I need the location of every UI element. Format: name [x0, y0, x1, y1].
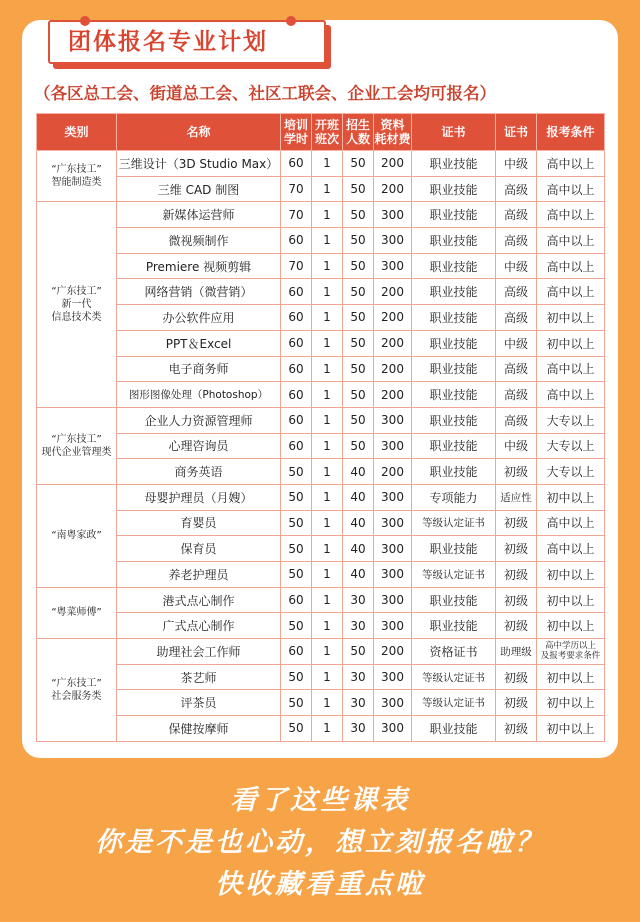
- requirement-cell: 初中以上: [537, 690, 605, 716]
- classes-cell: 1: [312, 433, 343, 459]
- students-cell: 50: [343, 330, 374, 356]
- cert-level-cell: 初级: [496, 562, 537, 588]
- cert-type-cell: 职业技能: [412, 176, 496, 202]
- classes-cell: 1: [312, 484, 343, 510]
- course-name: 心理咨询员: [117, 433, 281, 459]
- classes-cell: 1: [312, 202, 343, 228]
- cert-level-cell: 中级: [496, 330, 537, 356]
- classes-cell: 1: [312, 459, 343, 485]
- fee-cell: 300: [374, 484, 412, 510]
- requirement-cell: 高中以上: [537, 382, 605, 408]
- cert-type-cell: 等级认定证书: [412, 664, 496, 690]
- requirement-cell: 大专以上: [537, 459, 605, 485]
- table-row: [37, 613, 605, 639]
- cert-level-cell: 助理级: [496, 639, 537, 665]
- course-name: 企业人力资源管理师: [117, 407, 281, 433]
- cert-type-cell: 职业技能: [412, 407, 496, 433]
- course-name: 助理社会工作师: [117, 639, 281, 665]
- cert-type-cell: 职业技能: [412, 202, 496, 228]
- requirement-cell: 高中以上: [537, 510, 605, 536]
- requirement-cell: 高中以上: [537, 151, 605, 177]
- students-cell: 50: [343, 176, 374, 202]
- category-cell: “南粤家政”: [37, 484, 117, 587]
- requirement-cell: 高中以上: [537, 356, 605, 382]
- hours-cell: 60: [281, 279, 312, 305]
- cert-type-cell: 职业技能: [412, 536, 496, 562]
- cert-level-cell: 高级: [496, 356, 537, 382]
- table-row: [37, 176, 605, 202]
- cert-type-cell: 职业技能: [412, 151, 496, 177]
- cert-level-cell: 高级: [496, 407, 537, 433]
- students-cell: 50: [343, 151, 374, 177]
- cert-type-cell: 职业技能: [412, 433, 496, 459]
- cert-type-cell: 等级认定证书: [412, 690, 496, 716]
- classes-cell: 1: [312, 587, 343, 613]
- course-name: 新媒体运营师: [117, 202, 281, 228]
- fee-cell: 300: [374, 613, 412, 639]
- course-name: 育婴员: [117, 510, 281, 536]
- course-name: 网络营销（微营销）: [117, 279, 281, 305]
- table-row: [37, 639, 605, 665]
- students-cell: 50: [343, 279, 374, 305]
- col-header-hours: 培训 学时: [281, 114, 312, 151]
- slogan-line: 你是不是也心动，想立刻报名啦？: [95, 827, 545, 858]
- cert-type-cell: 等级认定证书: [412, 510, 496, 536]
- hours-cell: 50: [281, 613, 312, 639]
- cert-level-cell: 初级: [496, 716, 537, 742]
- students-cell: 50: [343, 202, 374, 228]
- fee-cell: 300: [374, 433, 412, 459]
- course-name: 三维 CAD 制图: [117, 176, 281, 202]
- requirement-cell: 初中以上: [537, 664, 605, 690]
- students-cell: 40: [343, 510, 374, 536]
- table-row: [37, 151, 605, 177]
- page-title-text: 团体报名专业计划: [68, 29, 268, 55]
- requirement-cell: 大专以上: [537, 433, 605, 459]
- students-cell: 30: [343, 716, 374, 742]
- classes-cell: 1: [312, 176, 343, 202]
- fee-cell: 300: [374, 587, 412, 613]
- cert-type-cell: 资格证书: [412, 639, 496, 665]
- hours-cell: 50: [281, 536, 312, 562]
- classes-cell: 1: [312, 305, 343, 331]
- fee-cell: 200: [374, 459, 412, 485]
- requirement-cell: 高中学历以上 及报考要求条件: [537, 639, 605, 665]
- hours-cell: 70: [281, 253, 312, 279]
- cert-type-cell: 专项能力: [412, 484, 496, 510]
- requirement-cell: 初中以上: [537, 716, 605, 742]
- course-plan-table: [36, 113, 605, 742]
- fee-cell: 300: [374, 690, 412, 716]
- course-name: 母婴护理员（月嫂）: [117, 484, 281, 510]
- classes-cell: 1: [312, 613, 343, 639]
- fee-cell: 300: [374, 716, 412, 742]
- course-name: 茶艺师: [117, 664, 281, 690]
- requirement-cell: 高中以上: [537, 253, 605, 279]
- cert-level-cell: 高级: [496, 176, 537, 202]
- table-row: [37, 382, 605, 408]
- table-row: [37, 510, 605, 536]
- cert-level-cell: 中级: [496, 433, 537, 459]
- cert-level-cell: 初级: [496, 536, 537, 562]
- cert-type-cell: 职业技能: [412, 613, 496, 639]
- course-name: 微视频制作: [117, 228, 281, 254]
- requirement-cell: 初中以上: [537, 484, 605, 510]
- classes-cell: 1: [312, 151, 343, 177]
- students-cell: 40: [343, 536, 374, 562]
- hours-cell: 60: [281, 639, 312, 665]
- table-row: [37, 330, 605, 356]
- table-row: [37, 433, 605, 459]
- course-name: 三维设计（3D Studio Max）: [117, 151, 281, 177]
- course-name: 电子商务师: [117, 356, 281, 382]
- requirement-cell: 大专以上: [537, 407, 605, 433]
- classes-cell: 1: [312, 407, 343, 433]
- col-header-classes: 开班 班次: [312, 114, 343, 151]
- hours-cell: 60: [281, 382, 312, 408]
- col-header-cert-type: 证书: [412, 114, 496, 151]
- requirement-cell: 高中以上: [537, 202, 605, 228]
- students-cell: 30: [343, 587, 374, 613]
- classes-cell: 1: [312, 510, 343, 536]
- students-cell: 50: [343, 305, 374, 331]
- category-cell: “广东技工” 社会服务类: [37, 639, 117, 742]
- fee-cell: 200: [374, 279, 412, 305]
- pin-dot-icon: [80, 16, 90, 26]
- col-header-cert-level: 证书: [496, 114, 537, 151]
- fee-cell: 200: [374, 176, 412, 202]
- category-cell: “广东技工” 智能制造类: [37, 151, 117, 202]
- hours-cell: 70: [281, 176, 312, 202]
- students-cell: 50: [343, 382, 374, 408]
- cert-type-cell: 职业技能: [412, 716, 496, 742]
- course-name: 保健按摩师: [117, 716, 281, 742]
- course-name: 港式点心制作: [117, 587, 281, 613]
- cert-level-cell: 初级: [496, 510, 537, 536]
- cert-level-cell: 中级: [496, 151, 537, 177]
- requirement-cell: 初中以上: [537, 587, 605, 613]
- hours-cell: 70: [281, 202, 312, 228]
- requirement-cell: 高中以上: [537, 536, 605, 562]
- course-name: 保育员: [117, 536, 281, 562]
- hours-cell: 60: [281, 587, 312, 613]
- col-header-name: 名称: [117, 114, 281, 151]
- classes-cell: 1: [312, 716, 343, 742]
- fee-cell: 200: [374, 639, 412, 665]
- table-row: [37, 305, 605, 331]
- col-header-category: 类别: [37, 114, 117, 151]
- table-row: [37, 562, 605, 588]
- pin-dot-icon: [286, 16, 296, 26]
- hours-cell: 50: [281, 716, 312, 742]
- cert-type-cell: 等级认定证书: [412, 562, 496, 588]
- classes-cell: 1: [312, 690, 343, 716]
- table-row: [37, 716, 605, 742]
- cert-level-cell: 高级: [496, 305, 537, 331]
- table-row: [37, 664, 605, 690]
- students-cell: 40: [343, 484, 374, 510]
- hours-cell: 60: [281, 305, 312, 331]
- cert-level-cell: 初级: [496, 613, 537, 639]
- classes-cell: 1: [312, 664, 343, 690]
- hours-cell: 60: [281, 330, 312, 356]
- col-header-fee: 资料 耗材费: [374, 114, 412, 151]
- students-cell: 40: [343, 562, 374, 588]
- cert-level-cell: 适应性: [496, 484, 537, 510]
- table-header-row: [37, 114, 605, 151]
- cert-type-cell: 职业技能: [412, 587, 496, 613]
- col-header-students: 招生 人数: [343, 114, 374, 151]
- fee-cell: 300: [374, 536, 412, 562]
- fee-cell: 300: [374, 510, 412, 536]
- requirement-cell: 初中以上: [537, 562, 605, 588]
- classes-cell: 1: [312, 279, 343, 305]
- slogan-line: 看了这些课表: [230, 785, 410, 816]
- students-cell: 30: [343, 613, 374, 639]
- table-row: [37, 459, 605, 485]
- course-name: 评茶员: [117, 690, 281, 716]
- fee-cell: 300: [374, 253, 412, 279]
- fee-cell: 300: [374, 664, 412, 690]
- table-row: [37, 587, 605, 613]
- table-row: [37, 253, 605, 279]
- fee-cell: 200: [374, 305, 412, 331]
- table-row: [37, 356, 605, 382]
- cert-type-cell: 职业技能: [412, 459, 496, 485]
- requirement-cell: 初中以上: [537, 330, 605, 356]
- students-cell: 50: [343, 253, 374, 279]
- slogan-line: 快收藏看重点啦: [215, 869, 425, 900]
- table-body: [37, 151, 605, 742]
- course-name: Premiere 视频剪辑: [117, 253, 281, 279]
- cert-type-cell: 职业技能: [412, 330, 496, 356]
- fee-cell: 300: [374, 202, 412, 228]
- cert-level-cell: 高级: [496, 228, 537, 254]
- hours-cell: 60: [281, 433, 312, 459]
- students-cell: 30: [343, 664, 374, 690]
- classes-cell: 1: [312, 228, 343, 254]
- hours-cell: 50: [281, 484, 312, 510]
- cert-level-cell: 中级: [496, 253, 537, 279]
- students-cell: 40: [343, 459, 374, 485]
- fee-cell: 200: [374, 382, 412, 408]
- course-name: PPT＆Excel: [117, 330, 281, 356]
- course-name: 图形图像处理（Photoshop）: [117, 382, 281, 408]
- students-cell: 50: [343, 407, 374, 433]
- requirement-cell: 高中以上: [537, 228, 605, 254]
- eligibility-note: （各区总工会、街道总工会、社区工联会、企业工会均可报名）: [34, 84, 496, 103]
- classes-cell: 1: [312, 562, 343, 588]
- cert-type-cell: 职业技能: [412, 305, 496, 331]
- requirement-cell: 高中以上: [537, 279, 605, 305]
- category-cell: “粤菜师傅”: [37, 587, 117, 638]
- table-row: [37, 407, 605, 433]
- cert-level-cell: 高级: [496, 382, 537, 408]
- cert-type-cell: 职业技能: [412, 356, 496, 382]
- hours-cell: 50: [281, 510, 312, 536]
- cert-level-cell: 初级: [496, 587, 537, 613]
- cert-level-cell: 高级: [496, 202, 537, 228]
- cert-level-cell: 初级: [496, 690, 537, 716]
- category-cell: “广东技工” 新一代 信息技术类: [37, 202, 117, 408]
- hours-cell: 50: [281, 562, 312, 588]
- table-row: [37, 484, 605, 510]
- classes-cell: 1: [312, 356, 343, 382]
- requirement-cell: 初中以上: [537, 305, 605, 331]
- classes-cell: 1: [312, 639, 343, 665]
- students-cell: 50: [343, 639, 374, 665]
- fee-cell: 200: [374, 330, 412, 356]
- hours-cell: 60: [281, 228, 312, 254]
- students-cell: 30: [343, 690, 374, 716]
- fee-cell: 300: [374, 228, 412, 254]
- table-row: [37, 690, 605, 716]
- table-row: [37, 202, 605, 228]
- course-name: 商务英语: [117, 459, 281, 485]
- classes-cell: 1: [312, 253, 343, 279]
- course-name: 办公软件应用: [117, 305, 281, 331]
- table-row: [37, 279, 605, 305]
- category-cell: “广东技工” 现代企业管理类: [37, 407, 117, 484]
- page-title: [48, 20, 326, 64]
- fee-cell: 300: [374, 562, 412, 588]
- table-row: [37, 536, 605, 562]
- students-cell: 50: [343, 228, 374, 254]
- students-cell: 50: [343, 433, 374, 459]
- cert-level-cell: 初级: [496, 664, 537, 690]
- hours-cell: 50: [281, 459, 312, 485]
- cert-type-cell: 职业技能: [412, 228, 496, 254]
- col-header-requirement: 报考条件: [537, 114, 605, 151]
- cert-level-cell: 初级: [496, 459, 537, 485]
- classes-cell: 1: [312, 330, 343, 356]
- cert-type-cell: 职业技能: [412, 253, 496, 279]
- hours-cell: 50: [281, 690, 312, 716]
- hours-cell: 60: [281, 356, 312, 382]
- cert-type-cell: 职业技能: [412, 382, 496, 408]
- cert-type-cell: 职业技能: [412, 279, 496, 305]
- course-name: 广式点心制作: [117, 613, 281, 639]
- hours-cell: 60: [281, 407, 312, 433]
- hours-cell: 60: [281, 151, 312, 177]
- classes-cell: 1: [312, 382, 343, 408]
- table-row: [37, 228, 605, 254]
- requirement-cell: 高中以上: [537, 176, 605, 202]
- students-cell: 50: [343, 356, 374, 382]
- classes-cell: 1: [312, 536, 343, 562]
- course-name: 养老护理员: [117, 562, 281, 588]
- fee-cell: 200: [374, 151, 412, 177]
- fee-cell: 300: [374, 407, 412, 433]
- requirement-cell: 初中以上: [537, 613, 605, 639]
- cert-level-cell: 高级: [496, 279, 537, 305]
- hours-cell: 50: [281, 664, 312, 690]
- fee-cell: 200: [374, 356, 412, 382]
- footer-slogan: [0, 780, 640, 906]
